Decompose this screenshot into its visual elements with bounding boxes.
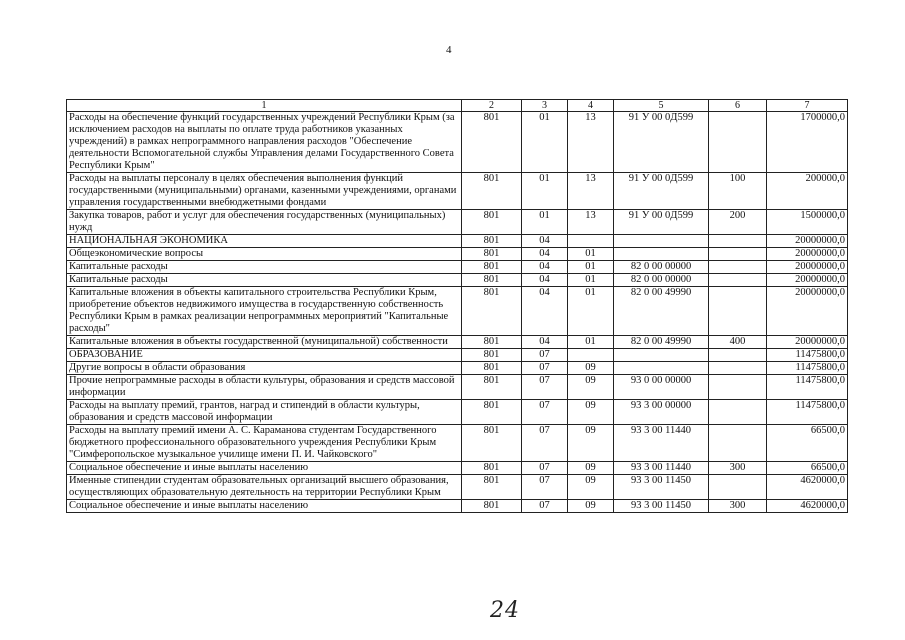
- row-target-cell: 91 У 00 0Д599: [614, 112, 709, 173]
- row-subsection-cell: 01: [568, 287, 614, 336]
- row-code-cell: 801: [462, 375, 522, 400]
- row-section-cell: 04: [522, 248, 568, 261]
- row-amount-cell: 11475800,0: [767, 400, 848, 425]
- table-row: [67, 112, 848, 173]
- row-section-cell: 04: [522, 336, 568, 349]
- header-cell: 2: [462, 100, 522, 112]
- row-code-cell: 801: [462, 362, 522, 375]
- row-section-cell: 07: [522, 425, 568, 462]
- row-subsection-cell: 01: [568, 261, 614, 274]
- row-amount-cell: 4620000,0: [767, 500, 848, 513]
- row-target-cell: 91 У 00 0Д599: [614, 173, 709, 210]
- row-name-cell: Общеэкономические вопросы: [67, 248, 462, 261]
- row-subsection-cell: 01: [568, 248, 614, 261]
- table-row: [67, 210, 848, 235]
- row-subsection-cell: [568, 349, 614, 362]
- table-row: [67, 274, 848, 287]
- row-section-cell: 07: [522, 462, 568, 475]
- row-type-cell: [709, 362, 767, 375]
- row-type-cell: [709, 400, 767, 425]
- row-name-cell: ОБРАЗОВАНИЕ: [67, 349, 462, 362]
- row-code-cell: 801: [462, 235, 522, 248]
- row-type-cell: 200: [709, 210, 767, 235]
- row-type-cell: [709, 274, 767, 287]
- row-target-cell: [614, 349, 709, 362]
- row-code-cell: 801: [462, 462, 522, 475]
- row-name-cell: Расходы на выплату премий имени А. С. Караманова студентам Государственного бюджетного профессионального образовательного учреждения Республики Крым "Симферопольское музыкальное училище имени П. И. Чайковского": [67, 425, 462, 462]
- row-code-cell: 801: [462, 336, 522, 349]
- row-type-cell: [709, 349, 767, 362]
- row-subsection-cell: 01: [568, 336, 614, 349]
- row-amount-cell: 66500,0: [767, 425, 848, 462]
- table-row: [67, 336, 848, 349]
- row-type-cell: 300: [709, 500, 767, 513]
- row-section-cell: 07: [522, 362, 568, 375]
- row-name-cell: Капитальные вложения в объекты государственной (муниципальной) собственности: [67, 336, 462, 349]
- row-section-cell: 01: [522, 210, 568, 235]
- row-code-cell: 801: [462, 287, 522, 336]
- row-amount-cell: 200000,0: [767, 173, 848, 210]
- row-subsection-cell: [568, 235, 614, 248]
- row-name-cell: Социальное обеспечение и иные выплаты населению: [67, 500, 462, 513]
- row-name-cell: Расходы на обеспечение функций государственных учреждений Республики Крым (за исключением расходов на выплаты по оплате труда работников указанных учреждений) в рамках непрограммного направления расходов "Обеспечение деятельности Вспомогательной службы Управления делами Государственного Совета Республики Крым": [67, 112, 462, 173]
- row-target-cell: 93 3 00 11450: [614, 475, 709, 500]
- row-type-cell: 400: [709, 336, 767, 349]
- row-code-cell: 801: [462, 475, 522, 500]
- row-name-cell: Капитальные вложения в объекты капитального строительства Республики Крым, приобретение объектов недвижимого имущества в государственную собственность Республики Крым в рамках реализации непрограммных мероприятий "Капитальные расходы": [67, 287, 462, 336]
- row-section-cell: 04: [522, 274, 568, 287]
- row-section-cell: 07: [522, 500, 568, 513]
- row-target-cell: 93 3 00 11450: [614, 500, 709, 513]
- row-type-cell: [709, 248, 767, 261]
- row-subsection-cell: 09: [568, 400, 614, 425]
- table-row: [67, 349, 848, 362]
- row-subsection-cell: 09: [568, 425, 614, 462]
- budget-table: [66, 99, 848, 513]
- header-cell: 5: [614, 100, 709, 112]
- row-name-cell: Расходы на выплату премий, грантов, наград и стипендий в области культуры, образования и средств массовой информации: [67, 400, 462, 425]
- row-code-cell: 801: [462, 173, 522, 210]
- row-target-cell: [614, 362, 709, 375]
- row-amount-cell: 4620000,0: [767, 475, 848, 500]
- row-name-cell: Закупка товаров, работ и услуг для обеспечения государственных (муниципальных) нужд: [67, 210, 462, 235]
- page-number: 4: [446, 44, 452, 56]
- table-row: [67, 425, 848, 462]
- row-code-cell: 801: [462, 425, 522, 462]
- header-cell: 7: [767, 100, 848, 112]
- row-code-cell: 801: [462, 400, 522, 425]
- row-type-cell: [709, 425, 767, 462]
- row-section-cell: 04: [522, 261, 568, 274]
- row-code-cell: 801: [462, 274, 522, 287]
- row-name-cell: Расходы на выплаты персоналу в целях обеспечения выполнения функций государственными (муниципальными) органами, казенными учреждениями, органами управления государственными внебюджетными фондами: [67, 173, 462, 210]
- row-section-cell: 01: [522, 173, 568, 210]
- row-code-cell: 801: [462, 248, 522, 261]
- row-type-cell: [709, 475, 767, 500]
- table-row: [67, 261, 848, 274]
- row-amount-cell: 20000000,0: [767, 336, 848, 349]
- row-amount-cell: 20000000,0: [767, 248, 848, 261]
- row-code-cell: 801: [462, 210, 522, 235]
- handwritten-page-mark: 24: [490, 598, 520, 623]
- row-target-cell: 82 0 00 49990: [614, 287, 709, 336]
- table-row: [67, 248, 848, 261]
- row-section-cell: 07: [522, 349, 568, 362]
- row-name-cell: Другие вопросы в области образования: [67, 362, 462, 375]
- row-subsection-cell: 09: [568, 375, 614, 400]
- row-type-cell: 100: [709, 173, 767, 210]
- row-section-cell: 07: [522, 375, 568, 400]
- row-name-cell: НАЦИОНАЛЬНАЯ ЭКОНОМИКА: [67, 235, 462, 248]
- row-amount-cell: 20000000,0: [767, 235, 848, 248]
- row-subsection-cell: 09: [568, 462, 614, 475]
- table-row: [67, 500, 848, 513]
- table-row: [67, 173, 848, 210]
- row-type-cell: [709, 112, 767, 173]
- row-type-cell: [709, 261, 767, 274]
- row-subsection-cell: 01: [568, 274, 614, 287]
- row-target-cell: 82 0 00 00000: [614, 274, 709, 287]
- row-name-cell: Именные стипендии студентам образовательных организаций высшего образования, осуществляющих образовательную деятельность на территории Республики Крым: [67, 475, 462, 500]
- row-subsection-cell: 09: [568, 475, 614, 500]
- row-amount-cell: 1500000,0: [767, 210, 848, 235]
- row-code-cell: 801: [462, 112, 522, 173]
- row-subsection-cell: 13: [568, 112, 614, 173]
- table-header-row: [67, 100, 848, 112]
- header-cell: 3: [522, 100, 568, 112]
- header-cell: 1: [67, 100, 462, 112]
- table-row: [67, 400, 848, 425]
- row-name-cell: Социальное обеспечение и иные выплаты населению: [67, 462, 462, 475]
- row-code-cell: 801: [462, 261, 522, 274]
- row-subsection-cell: 13: [568, 210, 614, 235]
- row-section-cell: 04: [522, 287, 568, 336]
- row-target-cell: 93 3 00 00000: [614, 400, 709, 425]
- row-target-cell: 91 У 00 0Д599: [614, 210, 709, 235]
- row-amount-cell: 11475800,0: [767, 375, 848, 400]
- row-name-cell: Прочие непрограммные расходы в области культуры, образования и средств массовой информации: [67, 375, 462, 400]
- row-target-cell: 82 0 00 49990: [614, 336, 709, 349]
- table-row: [67, 475, 848, 500]
- row-subsection-cell: 09: [568, 362, 614, 375]
- row-target-cell: 93 3 00 11440: [614, 462, 709, 475]
- row-name-cell: Капитальные расходы: [67, 261, 462, 274]
- row-amount-cell: 11475800,0: [767, 349, 848, 362]
- row-subsection-cell: 13: [568, 173, 614, 210]
- table-row: [67, 235, 848, 248]
- row-target-cell: 93 3 00 11440: [614, 425, 709, 462]
- row-target-cell: 82 0 00 00000: [614, 261, 709, 274]
- row-name-cell: Капитальные расходы: [67, 274, 462, 287]
- row-type-cell: [709, 375, 767, 400]
- row-amount-cell: 20000000,0: [767, 287, 848, 336]
- row-target-cell: [614, 248, 709, 261]
- row-target-cell: 93 0 00 00000: [614, 375, 709, 400]
- row-subsection-cell: 09: [568, 500, 614, 513]
- row-section-cell: 04: [522, 235, 568, 248]
- table-body: [67, 112, 848, 513]
- table-row: [67, 362, 848, 375]
- row-amount-cell: 11475800,0: [767, 362, 848, 375]
- table-row: [67, 462, 848, 475]
- header-cell: 6: [709, 100, 767, 112]
- table-row: [67, 375, 848, 400]
- row-section-cell: 07: [522, 400, 568, 425]
- row-type-cell: 300: [709, 462, 767, 475]
- table-row: [67, 287, 848, 336]
- row-amount-cell: 66500,0: [767, 462, 848, 475]
- row-section-cell: 07: [522, 475, 568, 500]
- row-amount-cell: 1700000,0: [767, 112, 848, 173]
- row-amount-cell: 20000000,0: [767, 274, 848, 287]
- row-code-cell: 801: [462, 500, 522, 513]
- row-amount-cell: 20000000,0: [767, 261, 848, 274]
- row-section-cell: 01: [522, 112, 568, 173]
- row-code-cell: 801: [462, 349, 522, 362]
- row-type-cell: [709, 235, 767, 248]
- row-target-cell: [614, 235, 709, 248]
- header-cell: 4: [568, 100, 614, 112]
- row-type-cell: [709, 287, 767, 336]
